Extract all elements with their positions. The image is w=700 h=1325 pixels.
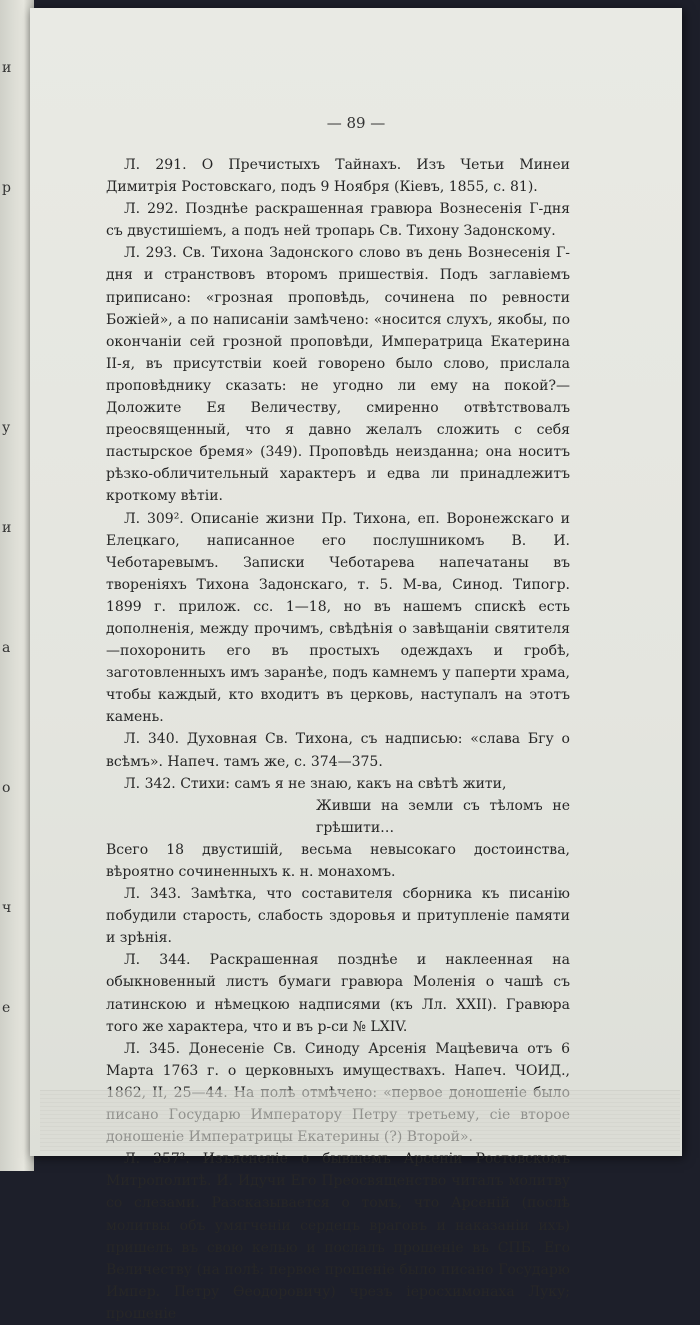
book-page (30, 8, 682, 1322)
paragraph: Л. 292. Позднѣе раскрашенная гравюра Вознесенія Г-дня съ двустишіемъ, а подъ ней тропарь Св. Тихону Задонскому. (106, 201, 570, 240)
left-page-text-fragment: и (2, 60, 11, 76)
left-page-text-fragment: о (2, 780, 10, 796)
paragraph: Л. 340. Духовная Св. Тихона, съ надписью: «слава Бгу о всѣмъ». Напеч. тамъ же, с. 374—375. (106, 731, 570, 770)
paragraph: Л. 293. Св. Тихона Задонского слово въ день Вознесенія Г-дня и странствовъ второмъ пришествія. Подъ заглавіемъ приписано: «грозная проповѣдь, сочинена по ревности Божіей», а по написаніи замѣчено: «носится слухъ, якобы, по окончаніи сей грозной проповѣди, Императрица Екатерина II-я, въ присутствіи коей говорено было слово, прислала проповѣднику сказать: не угодно ли ему на покой?—Доложите Ея Величеству, смиренно отвѣтствовалъ преосвященный, что я давно желалъ сложить с себя пастырское бремя» (349). Проповѣдь неизданна; она носитъ рѣзко-обличительный характеръ и едва ли принадлежитъ кроткому вѣтіи. (106, 245, 570, 505)
left-page-text-fragment: у (2, 420, 10, 436)
paragraph: Л. 345. Донесеніе Св. Синоду Арсенія Мацѣевича отъ 6 Марта 1763 г. о церковныхъ имуществахъ. Напеч. ЧОИД., (106, 1040, 570, 1079)
page-stack-edges (40, 1090, 680, 1151)
paragraph: Л. 291. О Пречистыхъ Тайнахъ. Изъ Четьи Минеи Димитрія Ростовскаго, подъ 9 Ноября (Кіевъ, 1855, с. 81). (106, 157, 570, 196)
left-page-text-fragment: ч (2, 900, 11, 916)
left-page-edge (0, 0, 34, 1171)
paragraph: Л. 344. Раскрашенная позднѣе и наклеенная на обыкновенный листъ бумаги гравюра Моленія о чашѣ съ латинскою и нѣмецкою надписями (къ Лл. XXII). Гравюра того же характера, что и въ р-си № LXIV. (106, 952, 570, 1035)
left-page-text-fragment: е (2, 1000, 10, 1016)
paragraph: Л. 343. Замѣтка, что составителя сборника къ писанію побудили старость, слабость здоровья и притупленіе памяти и зрѣнія. (106, 886, 570, 947)
left-page-text-fragment: а (2, 640, 10, 656)
verse-line: Живши на земли съ тѣломъ не грѣшити… (316, 797, 570, 836)
page-number: — 89 — (326, 114, 386, 132)
paragraph: Л. 342. Стихи: самъ я не знаю, какъ на свѣтѣ жити, (124, 775, 507, 792)
left-page-text-fragment: и (2, 520, 11, 536)
paragraph: Всего 18 двустишій, весьма невысокаго достоинства, вѣроятно сочиненныхъ к. н. монахомъ. (106, 841, 570, 880)
paragraph: Л. 357². Изъясненіе о бывшемъ Арсеніи Ростовскомъ Митрополитѣ. И. Идучи Его Преосвященство читалъ молитву со слезами. Разсказывается о томъ, что Арсеній (послѣ молитвы объ умягченіи сердецъ враговъ и наказаніи ихъ) пришелъ въ свою келью и послалъ прошеніе въ СПБ. Его Величеству (на полѣ: первое прошеніе было писано Государю Импер. Петру Ѳеодоровичу) чрезъ іеросхимонаха Луку; прошеніе (106, 1151, 570, 1322)
left-page-text-fragment: р (2, 180, 10, 196)
paragraph: Л. 309². Описаніе жизни Пр. Тихона, еп. Воронежскаго и Елецкаго, написанное его послушникомъ В. И. Чеботаревымъ. Записки Чеботарева напечатаны въ твореніяхъ Тихона Задонскаго, т. 5. М-ва, Синод. Типогр. 1899 г. прилож. сс. 1—18, но въ нашемъ спискѣ есть дополненія, между прочимъ, свѣдѣнія о завѣщаніи святителя—похоронить его въ простыхъ одеждахъ и гробѣ, заготовленныхъ имъ заранѣе, подъ камнемъ у паперти храма, чтобы каждый, кто входитъ въ церковь, наступалъ на этотъ камень. (106, 510, 570, 726)
